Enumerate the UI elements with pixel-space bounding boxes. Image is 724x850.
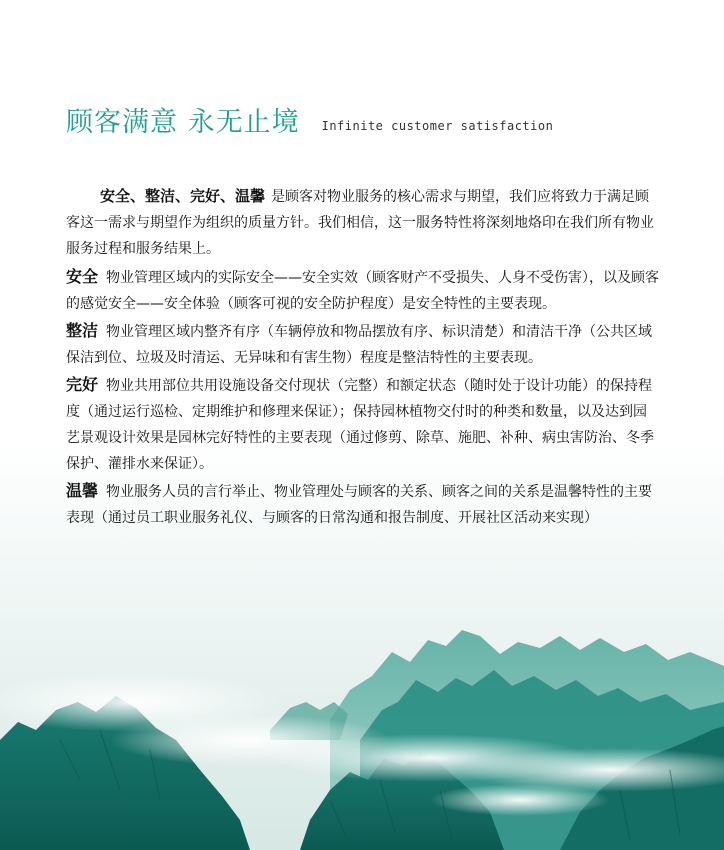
- section-warmth: [66, 478, 660, 531]
- section-text: 物业共用部位共用设施设备交付现状（完整）和额定状态（随时处于设计功能）的保持程度（通过运行巡检、定期维护和修理来保证）；保持园林植物交付时的种类和数量，以及达到园艺景观设计效果是园林完好特性的主要表现（通过修剪、除草、施肥、补种、病虫害防治、冬季保护、灌排水来保证）。: [66, 378, 654, 472]
- intro-paragraph: [66, 183, 660, 262]
- header: [66, 100, 553, 139]
- section-term: 完好: [66, 375, 99, 394]
- intro-text: 是顾客对物业服务的核心需求与期望，我们应将致力于满足顾客这一需求与期望作为组织的质量方针。我们相信，这一服务特性将深刻地烙印在我们所有物业服务过程和服务结果上。: [66, 189, 654, 257]
- page-subtitle: Infinite customer satisfaction: [321, 119, 554, 133]
- section-text: 物业管理区域内的实际安全——安全实效（顾客财产不受损失、人身不受伤害），以及顾客的感觉安全——安全体验（顾客可视的安全防护程度）是安全特性的主要表现。: [66, 270, 660, 312]
- section-cleanliness: [66, 318, 660, 371]
- section-text: 物业服务人员的言行举止、物业管理处与顾客的关系、顾客之间的关系是温馨特性的主要表现（通过员工职业服务礼仪、与顾客的日常沟通和报告制度、开展社区活动来实现）: [66, 484, 653, 526]
- section-term: 安全: [66, 267, 99, 286]
- section-term: 整洁: [66, 321, 99, 340]
- body-content: [66, 183, 660, 531]
- page-title: 顾客满意 永无止境: [66, 107, 300, 138]
- intro-lead: 安全、整洁、完好、温馨: [100, 187, 266, 205]
- section-safety: [66, 264, 660, 317]
- section-integrity: [66, 372, 660, 477]
- section-text: 物业管理区域内整齐有序（车辆停放和物品摆放有序、标识清楚）和清洁干净（公共区域保洁到位、垃圾及时清运、无异味和有害生物）程度是整洁特性的主要表现。: [66, 324, 653, 366]
- section-term: 温馨: [66, 481, 99, 500]
